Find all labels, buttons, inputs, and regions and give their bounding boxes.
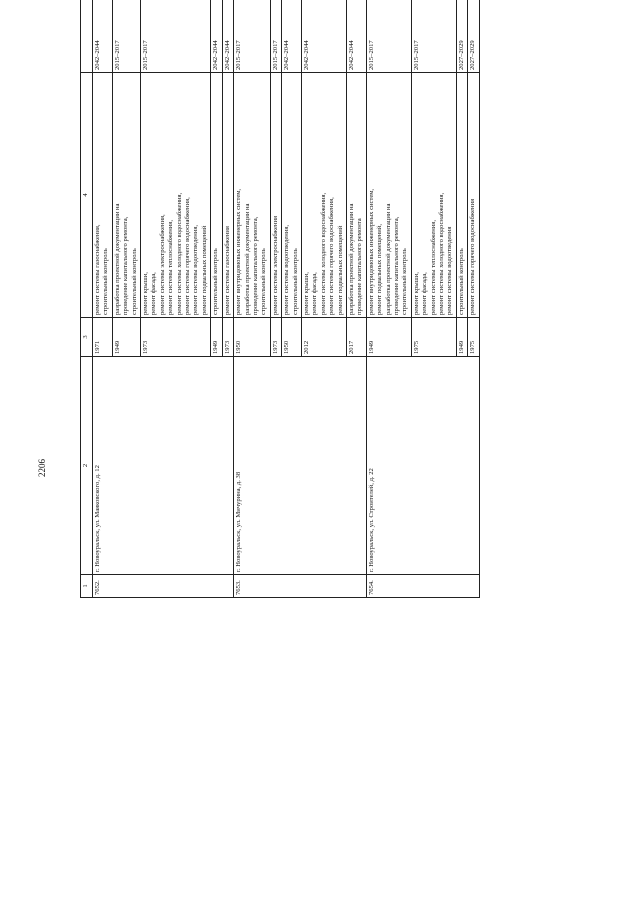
repair-period: 2015–2017 bbox=[141, 0, 211, 73]
repair-period: 2042–2044 bbox=[211, 0, 222, 73]
object-address: г. Новоуральск, ул. Строителей, д. 22 bbox=[366, 357, 479, 575]
work-item: строительный контроль bbox=[401, 248, 409, 315]
commission-year: 1971 bbox=[93, 318, 113, 357]
works-list bbox=[112, 73, 140, 318]
work-item: ремонт системы электроснабжения bbox=[271, 215, 279, 315]
work-item: ремонт фасада, bbox=[421, 272, 429, 315]
object-address: г. Новоуральск, ул. Мичурина, д. 38 bbox=[234, 357, 367, 575]
repair-period: 2027–2029 bbox=[468, 0, 479, 73]
works-list bbox=[234, 73, 271, 318]
work-item: ремонт внутридомовых инженерных систем, bbox=[235, 188, 243, 315]
work-item: ремонт фасада, bbox=[311, 272, 319, 315]
work-item: ремонт системы газоснабжения bbox=[223, 226, 231, 315]
work-item: разработка проектной документации на bbox=[384, 203, 392, 315]
repair-period: 2042–2044 bbox=[222, 0, 233, 73]
works-list bbox=[93, 73, 113, 318]
commission-year: 1975 bbox=[468, 318, 479, 357]
works-list bbox=[222, 73, 233, 318]
work-item: ремонт системы электроснабжения, bbox=[158, 214, 166, 315]
header-cell: 4 bbox=[81, 73, 93, 318]
commission-year: 2012 bbox=[301, 318, 346, 357]
commission-year: 1973 bbox=[141, 318, 211, 357]
work-item: ремонт системы газоснабжения, bbox=[94, 224, 101, 315]
table-row bbox=[234, 0, 271, 598]
works-list bbox=[301, 73, 346, 318]
work-item: ремонт крыши, bbox=[142, 272, 150, 315]
page-number: 2206 bbox=[37, 459, 47, 477]
header-cell: 3 bbox=[81, 318, 93, 357]
object-number: 7654. bbox=[366, 575, 479, 598]
work-item: проведение капитального ремонта bbox=[356, 218, 364, 315]
work-item: разработка проектной документации на bbox=[113, 203, 121, 315]
rotated-table-container bbox=[80, 40, 590, 853]
work-item: ремонт системы холодного водоснабжения, bbox=[438, 192, 446, 315]
header-row bbox=[81, 0, 93, 598]
commission-year: 2017 bbox=[346, 318, 366, 357]
commission-year: 1949 bbox=[456, 318, 467, 357]
works-list bbox=[346, 73, 366, 318]
commission-year: 1950 bbox=[282, 318, 302, 357]
work-item: разработка проектной документации на bbox=[347, 203, 355, 315]
repair-period: 2042–2044 bbox=[301, 0, 346, 73]
works-list bbox=[411, 73, 456, 318]
commission-year: 1973 bbox=[222, 318, 233, 357]
works-list bbox=[270, 73, 281, 318]
work-item: разработка проектной документации на bbox=[243, 203, 251, 315]
work-item: ремонт системы водоотведения bbox=[446, 226, 454, 315]
commission-year: 1950 bbox=[234, 318, 271, 357]
work-item: ремонт системы горячего водоснабжения, bbox=[184, 197, 192, 315]
repair-period: 2042–2044 bbox=[282, 0, 302, 73]
repair-period: 2015–2017 bbox=[270, 0, 281, 73]
commission-year: 1949 bbox=[112, 318, 140, 357]
repair-period: 2027–2029 bbox=[456, 0, 467, 73]
commission-year: 1949 bbox=[211, 318, 222, 357]
work-item: проведение капитального ремонта, bbox=[122, 216, 130, 315]
works-list bbox=[141, 73, 211, 318]
object-number: 7653. bbox=[234, 575, 367, 598]
table-body bbox=[81, 0, 480, 598]
work-item: строительный контроль bbox=[260, 248, 268, 315]
commission-year: 1973 bbox=[270, 318, 281, 357]
work-item: ремонт системы теплоснабжения, bbox=[167, 220, 175, 315]
header-cell: 2 bbox=[81, 357, 93, 575]
object-address: г. Новоуральск, ул. Маяковского, д. 12 bbox=[93, 357, 234, 575]
work-item: ремонт системы холодного водоснабжения, bbox=[319, 192, 327, 315]
works-list bbox=[211, 73, 222, 318]
work-item: строительный контроль bbox=[212, 248, 220, 315]
work-item: ремонт фасада, bbox=[150, 272, 158, 315]
repair-period: 2015–2017 bbox=[411, 0, 456, 73]
commission-year: 1975 bbox=[411, 318, 456, 357]
work-item: ремонт подвальных помещений, bbox=[376, 224, 384, 315]
work-item: строительный контроль bbox=[457, 248, 465, 315]
header-cell: 1 bbox=[81, 575, 93, 598]
works-list bbox=[468, 73, 479, 318]
work-item: строительный контроль bbox=[130, 248, 138, 315]
work-item: ремонт крыши, bbox=[412, 272, 420, 315]
work-item: ремонт системы водоотведения, bbox=[283, 224, 291, 315]
work-item: ремонт системы горячего водоснабжения bbox=[469, 198, 477, 315]
repair-period: 2015–2017 bbox=[234, 0, 271, 73]
work-item: ремонт подвальных помещений bbox=[336, 225, 344, 315]
works-list bbox=[366, 73, 411, 318]
work-item: ремонт системы теплоснабжения, bbox=[429, 220, 437, 315]
repair-schedule-table bbox=[80, 0, 480, 598]
repair-period: 2042–2044 bbox=[93, 0, 113, 73]
work-item: строительный контроль bbox=[102, 248, 110, 315]
work-item: ремонт крыши, bbox=[302, 272, 310, 315]
commission-year: 1949 bbox=[366, 318, 411, 357]
header-cell bbox=[81, 0, 93, 73]
works-list bbox=[282, 73, 302, 318]
work-item: ремонт системы холодного водоснабжения, bbox=[175, 192, 183, 315]
works-list bbox=[456, 73, 467, 318]
work-item: строительный контроль bbox=[291, 248, 299, 315]
work-item: проведение капитального ремонта, bbox=[251, 216, 259, 315]
table-row bbox=[366, 0, 411, 598]
work-item: ремонт внутридомовых инженерных систем, bbox=[367, 188, 375, 315]
work-item: ремонт подвальных помещений bbox=[200, 225, 208, 315]
table-row bbox=[93, 0, 113, 598]
repair-period: 2015–2017 bbox=[112, 0, 140, 73]
object-number: 7652. bbox=[93, 575, 234, 598]
repair-period: 2015–2017 bbox=[366, 0, 411, 73]
work-item: ремонт системы горячего водоснабжения, bbox=[328, 197, 336, 315]
work-item: ремонт системы водоотведения, bbox=[192, 224, 200, 315]
repair-period: 2042–2044 bbox=[346, 0, 366, 73]
work-item: проведение капитального ремонта, bbox=[393, 216, 400, 315]
table-sheet bbox=[80, 0, 590, 598]
